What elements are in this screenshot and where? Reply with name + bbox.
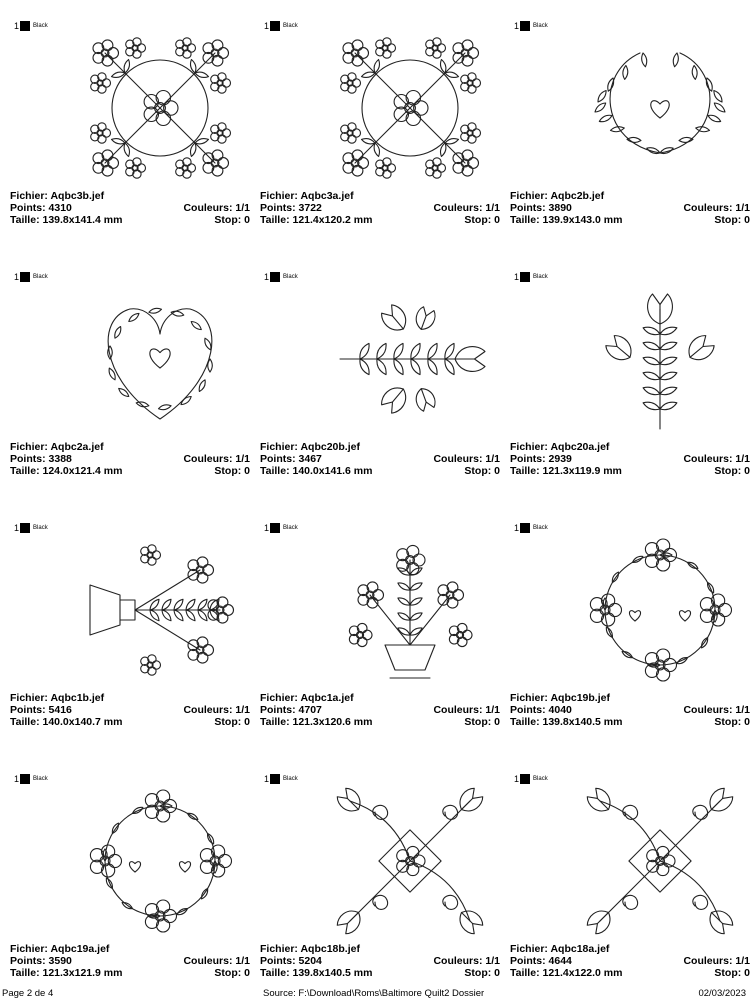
size-label: Taille: — [510, 716, 540, 728]
points-value: 4644 — [548, 955, 572, 967]
design-info — [10, 943, 250, 979]
design-artwork — [330, 279, 490, 439]
swatch-color-box — [20, 523, 30, 533]
size-field — [510, 716, 622, 728]
points-label: Points: — [260, 955, 296, 967]
points-value: 5204 — [298, 955, 322, 967]
points-label: Points: — [260, 202, 296, 214]
stop-value: 0 — [744, 214, 750, 226]
colors-field — [683, 453, 750, 465]
points-label: Points: — [10, 453, 46, 465]
size-label: Taille: — [260, 214, 290, 226]
stop-value: 0 — [494, 716, 500, 728]
color-swatch — [264, 773, 298, 785]
size-field — [260, 716, 372, 728]
color-swatch — [14, 271, 48, 283]
design-artwork — [580, 28, 740, 188]
size-value: 139.8x141.4 mm — [42, 214, 123, 226]
stop-label: Stop: — [464, 214, 492, 226]
file-field — [260, 943, 360, 955]
points-field — [260, 955, 322, 967]
file-name: Aqbc2a.jef — [50, 441, 104, 453]
file-name: Aqbc18b.jef — [300, 943, 360, 955]
swatch-color-box — [520, 272, 530, 282]
points-label: Points: — [510, 453, 546, 465]
color-swatch — [264, 20, 298, 32]
stop-value: 0 — [244, 465, 250, 477]
stop-label: Stop: — [214, 967, 242, 979]
design-card — [510, 261, 750, 496]
file-field — [260, 190, 354, 202]
stop-label: Stop: — [714, 214, 742, 226]
stop-value: 0 — [744, 967, 750, 979]
stop-field — [714, 214, 750, 226]
points-field — [510, 955, 572, 967]
color-swatch — [14, 20, 48, 32]
colors-value: 1/1 — [235, 955, 250, 967]
stop-label: Stop: — [464, 465, 492, 477]
points-value: 3722 — [298, 202, 322, 214]
size-label: Taille: — [10, 716, 40, 728]
colors-field — [683, 955, 750, 967]
size-field — [10, 716, 122, 728]
design-card — [510, 763, 750, 998]
embroidery-design-preview — [330, 781, 490, 941]
size-field — [10, 214, 122, 226]
swatch-name: Black — [533, 525, 548, 531]
points-value: 3890 — [548, 202, 572, 214]
points-label: Points: — [510, 955, 546, 967]
file-label: Fichier: — [260, 190, 298, 202]
size-value: 139.9x143.0 mm — [542, 214, 623, 226]
design-card — [260, 10, 500, 245]
swatch-color-box — [20, 21, 30, 31]
stop-label: Stop: — [214, 214, 242, 226]
points-field — [260, 704, 322, 716]
design-artwork — [330, 28, 490, 188]
stop-label: Stop: — [714, 716, 742, 728]
stop-field — [464, 214, 500, 226]
colors-value: 1/1 — [235, 202, 250, 214]
design-artwork — [580, 530, 740, 690]
color-swatch — [514, 20, 548, 32]
embroidery-design-preview — [330, 530, 490, 690]
colors-field — [683, 202, 750, 214]
file-field — [10, 190, 104, 202]
swatch-number: 1 — [264, 21, 270, 31]
points-value: 4040 — [548, 704, 572, 716]
file-field — [510, 943, 609, 955]
colors-field — [183, 704, 250, 716]
stop-label: Stop: — [464, 716, 492, 728]
size-field — [260, 214, 372, 226]
colors-label: Couleurs: — [183, 453, 233, 465]
design-card — [10, 261, 250, 496]
colors-value: 1/1 — [485, 704, 500, 716]
swatch-number: 1 — [14, 272, 20, 282]
stop-label: Stop: — [214, 465, 242, 477]
size-value: 140.0x140.7 mm — [42, 716, 123, 728]
colors-label: Couleurs: — [683, 202, 733, 214]
file-label: Fichier: — [260, 692, 298, 704]
size-value: 121.3x119.9 mm — [542, 465, 622, 477]
file-name: Aqbc19b.jef — [550, 692, 610, 704]
swatch-color-box — [20, 272, 30, 282]
design-card — [10, 10, 250, 245]
design-card — [510, 512, 750, 747]
stop-field — [714, 967, 750, 979]
colors-value: 1/1 — [235, 453, 250, 465]
points-label: Points: — [10, 202, 46, 214]
colors-field — [183, 202, 250, 214]
points-field — [510, 704, 572, 716]
stop-label: Stop: — [214, 716, 242, 728]
color-swatch — [514, 773, 548, 785]
stop-field — [214, 214, 250, 226]
file-name: Aqbc18a.jef — [550, 943, 610, 955]
file-field — [10, 943, 109, 955]
design-card — [260, 261, 500, 496]
points-label: Points: — [510, 704, 546, 716]
size-value: 121.3x121.9 mm — [42, 967, 123, 979]
stop-field — [464, 967, 500, 979]
size-label: Taille: — [510, 214, 540, 226]
points-field — [510, 453, 572, 465]
stop-field — [214, 465, 250, 477]
points-field — [510, 202, 572, 214]
swatch-color-box — [520, 523, 530, 533]
file-field — [10, 441, 104, 453]
design-info — [260, 190, 500, 226]
swatch-number: 1 — [264, 272, 270, 282]
design-card — [260, 763, 500, 998]
colors-label: Couleurs: — [183, 955, 233, 967]
colors-label: Couleurs: — [683, 704, 733, 716]
points-field — [260, 202, 322, 214]
swatch-name: Black — [33, 525, 48, 531]
design-info — [10, 441, 250, 477]
embroidery-design-preview — [80, 530, 240, 690]
swatch-color-box — [270, 523, 280, 533]
page-number: Page 2 de 4 — [2, 988, 54, 999]
points-label: Points: — [10, 955, 46, 967]
swatch-number: 1 — [514, 523, 520, 533]
swatch-number: 1 — [264, 523, 270, 533]
file-label: Fichier: — [510, 943, 548, 955]
stop-value: 0 — [244, 967, 250, 979]
stop-label: Stop: — [714, 465, 742, 477]
file-label: Fichier: — [10, 441, 48, 453]
colors-label: Couleurs: — [433, 704, 483, 716]
swatch-name: Black — [283, 525, 298, 531]
stop-field — [214, 967, 250, 979]
file-field — [510, 190, 604, 202]
swatch-number: 1 — [514, 21, 520, 31]
size-label: Taille: — [510, 967, 540, 979]
design-artwork — [80, 28, 240, 188]
file-name: Aqbc19a.jef — [50, 943, 110, 955]
colors-value: 1/1 — [485, 453, 500, 465]
swatch-name: Black — [283, 274, 298, 280]
file-field — [260, 692, 354, 704]
points-value: 5416 — [48, 704, 72, 716]
stop-value: 0 — [494, 967, 500, 979]
design-artwork — [80, 279, 240, 439]
swatch-number: 1 — [514, 774, 520, 784]
stop-value: 0 — [244, 214, 250, 226]
embroidery-design-preview — [580, 530, 740, 690]
swatch-name: Black — [33, 274, 48, 280]
stop-label: Stop: — [464, 967, 492, 979]
colors-label: Couleurs: — [433, 955, 483, 967]
colors-field — [183, 453, 250, 465]
design-info — [10, 190, 250, 226]
size-field — [510, 967, 622, 979]
file-label: Fichier: — [10, 943, 48, 955]
file-label: Fichier: — [10, 692, 48, 704]
swatch-name: Black — [283, 23, 298, 29]
design-card — [510, 10, 750, 245]
colors-field — [433, 704, 500, 716]
size-field — [510, 465, 622, 477]
swatch-color-box — [270, 272, 280, 282]
size-label: Taille: — [10, 967, 40, 979]
swatch-color-box — [270, 774, 280, 784]
stop-value: 0 — [244, 716, 250, 728]
colors-value: 1/1 — [735, 955, 750, 967]
points-label: Points: — [510, 202, 546, 214]
colors-field — [433, 453, 500, 465]
design-info — [510, 190, 750, 226]
file-label: Fichier: — [510, 441, 548, 453]
colors-field — [433, 202, 500, 214]
points-label: Points: — [10, 704, 46, 716]
points-label: Points: — [260, 453, 296, 465]
size-value: 139.8x140.5 mm — [542, 716, 623, 728]
file-name: Aqbc20b.jef — [300, 441, 360, 453]
design-info — [260, 441, 500, 477]
size-label: Taille: — [510, 465, 540, 477]
points-field — [10, 704, 72, 716]
embroidery-design-preview — [80, 28, 240, 188]
swatch-number: 1 — [514, 272, 520, 282]
size-label: Taille: — [10, 465, 40, 477]
points-field — [260, 453, 322, 465]
size-label: Taille: — [10, 214, 40, 226]
stop-field — [714, 465, 750, 477]
swatch-color-box — [520, 21, 530, 31]
colors-field — [683, 704, 750, 716]
print-date: 02/03/2023 — [698, 988, 746, 999]
design-artwork — [330, 530, 490, 690]
design-info — [10, 692, 250, 728]
colors-field — [183, 955, 250, 967]
file-label: Fichier: — [260, 441, 298, 453]
design-artwork — [80, 530, 240, 690]
file-label: Fichier: — [10, 190, 48, 202]
file-label: Fichier: — [260, 943, 298, 955]
design-info — [510, 943, 750, 979]
color-swatch — [14, 773, 48, 785]
points-label: Points: — [260, 704, 296, 716]
colors-label: Couleurs: — [683, 955, 733, 967]
file-field — [510, 692, 610, 704]
color-swatch — [264, 271, 298, 283]
stop-label: Stop: — [714, 967, 742, 979]
points-field — [10, 202, 72, 214]
size-value: 121.3x120.6 mm — [292, 716, 373, 728]
embroidery-design-preview — [330, 28, 490, 188]
design-info — [510, 441, 750, 477]
embroidery-design-preview — [580, 28, 740, 188]
colors-value: 1/1 — [485, 202, 500, 214]
points-value: 3467 — [298, 453, 322, 465]
colors-value: 1/1 — [485, 955, 500, 967]
file-name: Aqbc1a.jef — [300, 692, 354, 704]
stop-value: 0 — [744, 716, 750, 728]
swatch-number: 1 — [14, 774, 20, 784]
points-value: 2939 — [548, 453, 572, 465]
points-value: 4310 — [48, 202, 72, 214]
colors-value: 1/1 — [735, 202, 750, 214]
stop-value: 0 — [744, 465, 750, 477]
swatch-number: 1 — [14, 523, 20, 533]
size-field — [10, 465, 122, 477]
file-label: Fichier: — [510, 190, 548, 202]
embroidery-design-preview — [580, 781, 740, 941]
design-artwork — [580, 279, 740, 439]
file-field — [510, 441, 609, 453]
points-value: 3388 — [48, 453, 72, 465]
colors-label: Couleurs: — [683, 453, 733, 465]
embroidery-design-preview — [80, 279, 240, 439]
design-artwork — [580, 781, 740, 941]
file-name: Aqbc2b.jef — [550, 190, 605, 202]
design-card — [260, 512, 500, 747]
colors-value: 1/1 — [735, 453, 750, 465]
embroidery-design-preview — [330, 279, 490, 439]
design-artwork — [80, 781, 240, 941]
design-card — [10, 763, 250, 998]
swatch-name: Black — [33, 23, 48, 29]
stop-value: 0 — [494, 465, 500, 477]
source-path: Source: F:\Download\Roms\Baltimore Quilt2 Dossier — [263, 988, 485, 999]
points-value: 4707 — [298, 704, 322, 716]
points-field — [10, 453, 72, 465]
colors-label: Couleurs: — [183, 704, 233, 716]
size-label: Taille: — [260, 716, 290, 728]
color-swatch — [264, 522, 298, 534]
file-name: Aqbc1b.jef — [50, 692, 105, 704]
color-swatch — [514, 522, 548, 534]
swatch-number: 1 — [264, 774, 270, 784]
stop-field — [464, 716, 500, 728]
file-name: Aqbc20a.jef — [550, 441, 610, 453]
file-field — [260, 441, 360, 453]
size-field — [10, 967, 122, 979]
design-artwork — [330, 781, 490, 941]
stop-field — [464, 465, 500, 477]
swatch-number: 1 — [14, 21, 20, 31]
swatch-color-box — [20, 774, 30, 784]
file-label: Fichier: — [510, 692, 548, 704]
size-value: 139.8x140.5 mm — [292, 967, 373, 979]
colors-value: 1/1 — [235, 704, 250, 716]
stop-value: 0 — [494, 214, 500, 226]
swatch-name: Black — [533, 274, 548, 280]
size-field — [260, 967, 372, 979]
swatch-name: Black — [283, 776, 298, 782]
file-name: Aqbc3a.jef — [300, 190, 354, 202]
file-name: Aqbc3b.jef — [50, 190, 105, 202]
embroidery-design-preview — [80, 781, 240, 941]
swatch-name: Black — [533, 23, 548, 29]
swatch-color-box — [270, 21, 280, 31]
colors-field — [433, 955, 500, 967]
embroidery-design-preview — [580, 279, 740, 439]
color-swatch — [14, 522, 48, 534]
stop-field — [214, 716, 250, 728]
design-info — [260, 692, 500, 728]
colors-label: Couleurs: — [433, 202, 483, 214]
color-swatch — [514, 271, 548, 283]
size-value: 121.4x122.0 mm — [542, 967, 623, 979]
design-info — [510, 692, 750, 728]
colors-label: Couleurs: — [433, 453, 483, 465]
file-field — [10, 692, 104, 704]
size-value: 121.4x120.2 mm — [292, 214, 373, 226]
size-field — [260, 465, 372, 477]
points-value: 3590 — [48, 955, 72, 967]
swatch-name: Black — [533, 776, 548, 782]
swatch-color-box — [520, 774, 530, 784]
design-card — [10, 512, 250, 747]
size-label: Taille: — [260, 967, 290, 979]
size-value: 124.0x121.4 mm — [42, 465, 123, 477]
colors-value: 1/1 — [735, 704, 750, 716]
stop-field — [714, 716, 750, 728]
points-field — [10, 955, 72, 967]
swatch-name: Black — [33, 776, 48, 782]
size-label: Taille: — [260, 465, 290, 477]
colors-label: Couleurs: — [183, 202, 233, 214]
size-value: 140.0x141.6 mm — [292, 465, 373, 477]
design-info — [260, 943, 500, 979]
size-field — [510, 214, 622, 226]
